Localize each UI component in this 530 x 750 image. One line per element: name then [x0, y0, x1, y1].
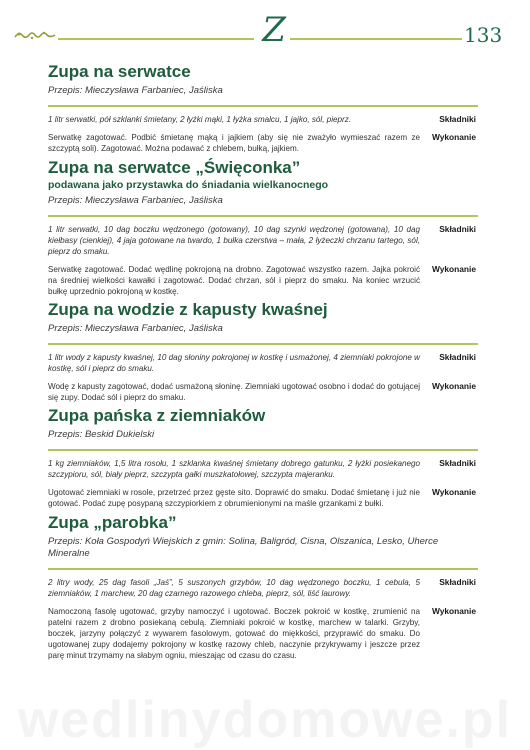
separator-rule	[48, 568, 478, 570]
page-number: 133	[464, 23, 503, 47]
header-rule-left	[58, 38, 254, 40]
header-rule-right	[290, 38, 462, 40]
method-text: Namoczoną fasolę ugotować, grzyby namoczyć i ugotować. Boczek pokroić w kostkę, zrumienić na patelni razem z drobno posiekaną cebulą. Ziemniaki pokroić w kostkę, marchew w talarki. Grzyby, boczek, jarzyny połączyć z wywarem fasolowym, gotować do miękkości, przyprawić do smaku. Do ugotowanej zupy dodajemy pokrojony w kostkę razowy chleb, naczynie przykrywamy i jeszcze przez parę minut trzymamy na słabym ogniu, mieszając od czasu do czasu.	[48, 607, 420, 660]
recipe-title: Zupa na wodzie z kapusty kwaśnej	[48, 300, 328, 319]
method-label: Wykonanie	[431, 487, 476, 497]
ingredients-text: 1 litr serwatki, pół szklanki śmietany, 2 łyżki mąki, 1 łyżka smalcu, 1 jajko, sól, pieprz.	[48, 115, 352, 124]
method-row	[48, 606, 476, 661]
recipe-title: Zupa „parobka”	[48, 513, 177, 532]
ingredients-row	[48, 114, 476, 125]
ingredients-label: Składniki	[439, 352, 476, 362]
separator-rule	[48, 105, 478, 107]
ingredients-row	[48, 577, 476, 599]
section-letter: Z	[262, 10, 286, 50]
recipe-title: Zupa na serwatce	[48, 62, 191, 81]
recipe-title: Zupa na serwatce „Święconka”	[48, 158, 301, 177]
recipe-author: Przepis: Mieczysława Farbaniec, Jaśliska	[48, 323, 223, 334]
method-row	[48, 264, 476, 297]
recipe-block	[48, 62, 476, 154]
method-row	[48, 487, 476, 509]
ingredients-text: 1 litr wody z kapusty kwaśnej, 10 dag słoniny pokrojonej w kostkę i usmażonej, 4 ziemniaki pokrojone w kostkę, sól i pieprz do smaku.	[48, 353, 420, 373]
flourish-ornament-icon	[14, 29, 56, 41]
recipe-author: Przepis: Beskid Dukielski	[48, 429, 155, 440]
method-text: Serwatkę zagotować. Podbić śmietanę mąką i jajkiem (aby się nie zważyło wymieszać razem ze szczyptą soli). Zagotować. Można podawać z chlebem, bułką, jajkiem.	[48, 133, 420, 153]
method-text: Wodę z kapusty zagotować, dodać usmażoną słoninę. Ziemniaki ugotować osobno i dodać do gotującej się zupy. Dodać sól i pieprz do smaku.	[48, 382, 420, 402]
recipe-author: Przepis: Koła Gospodyń Wiejskich z gmin: Solina, Baligród, Cisna, Olszanica, Lesko, Uherce Mineralne	[48, 536, 439, 559]
ingredients-row	[48, 458, 476, 480]
recipe-block	[48, 513, 476, 661]
ingredients-label: Składniki	[439, 224, 476, 234]
site-watermark: wedlinydomowe.pl	[17, 691, 513, 749]
recipe-block	[48, 406, 476, 509]
separator-rule	[48, 343, 478, 345]
page-header	[0, 0, 530, 52]
ingredients-row	[48, 352, 476, 374]
ingredients-label: Składniki	[439, 577, 476, 587]
recipe-block	[48, 158, 476, 297]
method-label: Wykonanie	[431, 132, 476, 142]
method-text: Serwatkę zagotować. Dodać wędlinę pokrojoną na drobno. Zagotować wszystko razem. Jajka pokroić na średniej wielkości kawałki i zagotować. Dodać chrzan, sól i pieprz do smaku. Na koniec wrzucić bułkę uprzednio pokrojoną w kostkę.	[48, 265, 420, 296]
recipe-author: Przepis: Mieczysława Farbaniec, Jaśliska	[48, 195, 223, 206]
method-row	[48, 132, 476, 154]
recipe-block	[48, 300, 476, 403]
recipe-title: Zupa pańska z ziemniaków	[48, 406, 266, 425]
ingredients-row	[48, 224, 476, 257]
ingredients-text: 2 litry wody, 25 dag fasoli „Jaś”, 5 suszonych grzybów, 10 dag wędzonego boczku, 1 cebula, 5 ziemniaków, 1 marchew, 20 dag czarnego razowego chleba, pieprz, sól, liść laurowy.	[48, 578, 420, 598]
ingredients-text: 1 litr serwatki, 10 dag boczku wędzonego (gotowany), 10 dag szynki wędzonej (gotowana), 10 dag kiełbasy (cienkiej), 4 jaja gotowane na twardo, 1 bułka czerstwa – mała, 2 łyżeczki chrzanu tartego, sól, pieprz do smaku.	[48, 225, 420, 256]
method-label: Wykonanie	[431, 606, 476, 616]
method-text: Ugotować ziemniaki w rosole, przetrzeć przez gęste sito. Doprawić do smaku. Dodać śmietanę i już nie gotować. Podać zupę posypaną szczypiorkiem z obrumienionymi na maśle grzankami z bułki.	[48, 488, 420, 508]
method-label: Wykonanie	[431, 381, 476, 391]
ingredients-label: Składniki	[439, 458, 476, 468]
separator-rule	[48, 449, 478, 451]
recipe-subtitle: podawana jako przystawka do śniadania wielkanocnego	[48, 179, 329, 191]
ingredients-label: Składniki	[439, 114, 476, 124]
recipe-author: Przepis: Mieczysława Farbaniec, Jaśliska	[48, 85, 223, 96]
ingredients-text: 1 kg ziemniaków, 1,5 litra rosołu, 1 szklanka kwaśnej śmietany dobrego gatunku, 2 łyżki posiekanego szczypioru, sól, biały pieprz, szczypta gałki muszkatołowej, szczypta majeranku.	[48, 459, 420, 479]
method-label: Wykonanie	[431, 264, 476, 274]
method-row	[48, 381, 476, 403]
separator-rule	[48, 215, 478, 217]
